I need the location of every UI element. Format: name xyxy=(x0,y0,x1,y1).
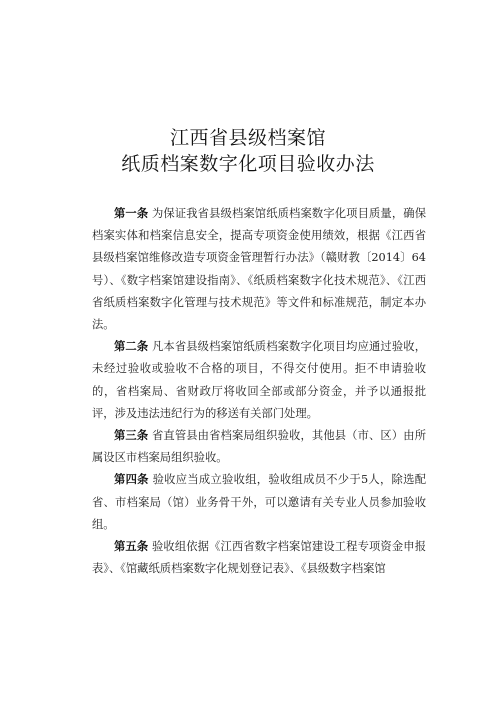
article-number: 第一条 xyxy=(114,207,149,220)
article-text: 凡本省县级档案馆纸质档案数字化项目均应通过验收，未经过验收或验收不合格的项目，不得交付使用。拒不申请验收的，省档案局、省财政厅将收回全部或部分资金，并予以通报批评，涉及违法违纪行为的移送有关部门处理。 xyxy=(92,340,426,420)
document-body xyxy=(92,203,426,580)
article-number: 第四条 xyxy=(114,473,149,487)
article-text: 验收应当成立验收组，验收组成员不少于5人，除选配省、市档案局（馆）业务骨干外，可以邀请有关专业人员参加验收组。 xyxy=(92,473,426,531)
article-5 xyxy=(92,536,426,580)
article-text: 为保证我省县级档案馆纸质档案数字化项目质量，确保档案实体和档案信息安全，提高专项资金使用绩效，根据《江西省县级档案馆维修改造专项资金管理暂行办法》（赣财教〔2014〕64号）、《数字档案馆建设指南》、《纸质档案数字化技术规范》、《江西省纸质档案数字化管理与技术规范》等文件和标准规范，制定本办法。 xyxy=(92,207,426,332)
article-text: 省直管县由省档案局组织验收，其他县（市、区）由所属设区市档案局组织验收。 xyxy=(92,429,426,465)
article-2 xyxy=(92,336,426,425)
article-number: 第二条 xyxy=(114,340,149,354)
article-3 xyxy=(92,425,426,469)
title-line-1: 江西省县级档案馆 xyxy=(169,127,326,149)
document-title xyxy=(0,125,496,177)
title-line-2: 纸质档案数字化项目验收办法 xyxy=(121,153,375,175)
article-4 xyxy=(92,469,426,536)
article-text: 验收组依据《江西省数字档案馆建设工程专项资金申报表》、《馆藏纸质档案数字化规划登记表》、《县级数字档案馆 xyxy=(92,540,426,576)
article-1 xyxy=(92,203,426,336)
article-number: 第三条 xyxy=(114,429,149,443)
article-number: 第五条 xyxy=(114,540,149,554)
